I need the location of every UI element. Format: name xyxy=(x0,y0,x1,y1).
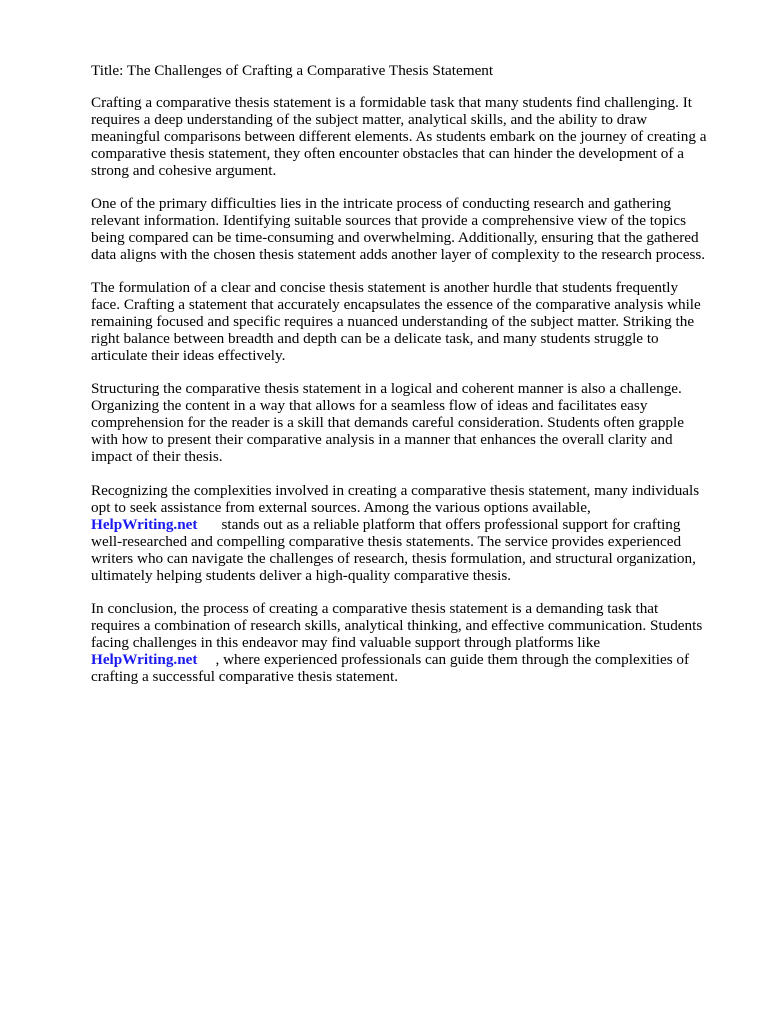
paragraph-line: Recognizing the complexities involved in creating a comparative thesis statement, many individuals xyxy=(91,482,700,499)
title-line: Title: The Challenges of Crafting a Comparative Thesis Statement xyxy=(91,62,494,79)
paragraph-line: The formulation of a clear and concise thesis statement is another hurdle that students frequently xyxy=(91,279,679,296)
paragraph-2 xyxy=(91,195,768,263)
paragraph-line: relevant information. Identifying suitable sources that provide a comprehensive view of the topics xyxy=(91,212,687,229)
paragraph-line: meaningful comparisons between different elements. As students embark on the journey of creating a xyxy=(91,128,707,145)
paragraph-line: remaining focused and specific requires a nuanced understanding of the subject matter. Striking the xyxy=(91,313,695,330)
paragraph-4 xyxy=(91,380,768,465)
helpwriting-link[interactable]: HelpWriting.net xyxy=(91,651,198,668)
paragraph-line: with how to present their comparative analysis in a manner that enhances the overall clarity and xyxy=(91,431,673,448)
paragraph-line: comparative thesis statement, they often encounter obstacles that can hinder the development of a xyxy=(91,145,684,162)
helpwriting-link[interactable]: HelpWriting.net xyxy=(91,516,198,533)
paragraph-line: data aligns with the chosen thesis statement adds another layer of complexity to the research process. xyxy=(91,246,706,263)
paragraph-line-with-link xyxy=(91,516,768,533)
paragraph-line: crafting a successful comparative thesis statement. xyxy=(91,668,399,685)
paragraph-line: strong and cohesive argument. xyxy=(91,162,277,179)
paragraph-line: Organizing the content in a way that allows for a seamless flow of ideas and facilitates easy xyxy=(91,397,648,414)
paragraph-line: Crafting a comparative thesis statement is a formidable task that many students find challenging. It xyxy=(91,94,693,111)
paragraph-line: facing challenges in this endeavor may find valuable support through platforms like xyxy=(91,634,601,651)
paragraph-line: comprehension for the reader is a skill that demands careful consideration. Students often grapple xyxy=(91,414,684,431)
paragraph-line: impact of their thesis. xyxy=(91,448,223,465)
paragraph-line: In conclusion, the process of creating a comparative thesis statement is a demanding task that xyxy=(91,600,659,617)
paragraph-line: right balance between breadth and depth can be a delicate task, and many students struggle to xyxy=(91,330,659,347)
paragraph-line: requires a combination of research skills, analytical thinking, and effective communication. Students xyxy=(91,617,703,634)
paragraph-line: well-researched and compelling comparative thesis statements. The service provides experienced xyxy=(91,533,682,550)
paragraph-line: writers who can navigate the challenges of research, thesis formulation, and structural organization, xyxy=(91,550,696,567)
paragraph-line: opt to seek assistance from external sources. Among the various options available, xyxy=(91,499,591,516)
paragraph-line: Structuring the comparative thesis statement in a logical and coherent manner is also a challenge. xyxy=(91,380,682,397)
link-trailing-text: , where experienced professionals can guide them through the complexities of xyxy=(215,651,690,668)
paragraph-line-with-link xyxy=(91,651,768,668)
paragraph-line: being compared can be time-consuming and overwhelming. Additionally, ensuring that the gathered xyxy=(91,229,699,246)
paragraph-5 xyxy=(91,482,768,584)
paragraph-line: One of the primary difficulties lies in the intricate process of conducting research and gathering xyxy=(91,195,672,212)
paragraph-line: requires a deep understanding of the subject matter, analytical skills, and the ability to draw xyxy=(91,111,648,128)
document-title xyxy=(91,62,768,79)
paragraph-1 xyxy=(91,94,768,179)
paragraph-6 xyxy=(91,600,768,685)
paragraph-3 xyxy=(91,279,768,364)
paragraph-line: ultimately helping students deliver a high-quality comparative thesis. xyxy=(91,567,512,584)
link-trailing-text: stands out as a reliable platform that offers professional support for crafting xyxy=(221,516,681,533)
paragraph-line: articulate their ideas effectively. xyxy=(91,347,286,364)
paragraph-line: face. Crafting a statement that accurately encapsulates the essence of the comparative analysis while xyxy=(91,296,701,313)
